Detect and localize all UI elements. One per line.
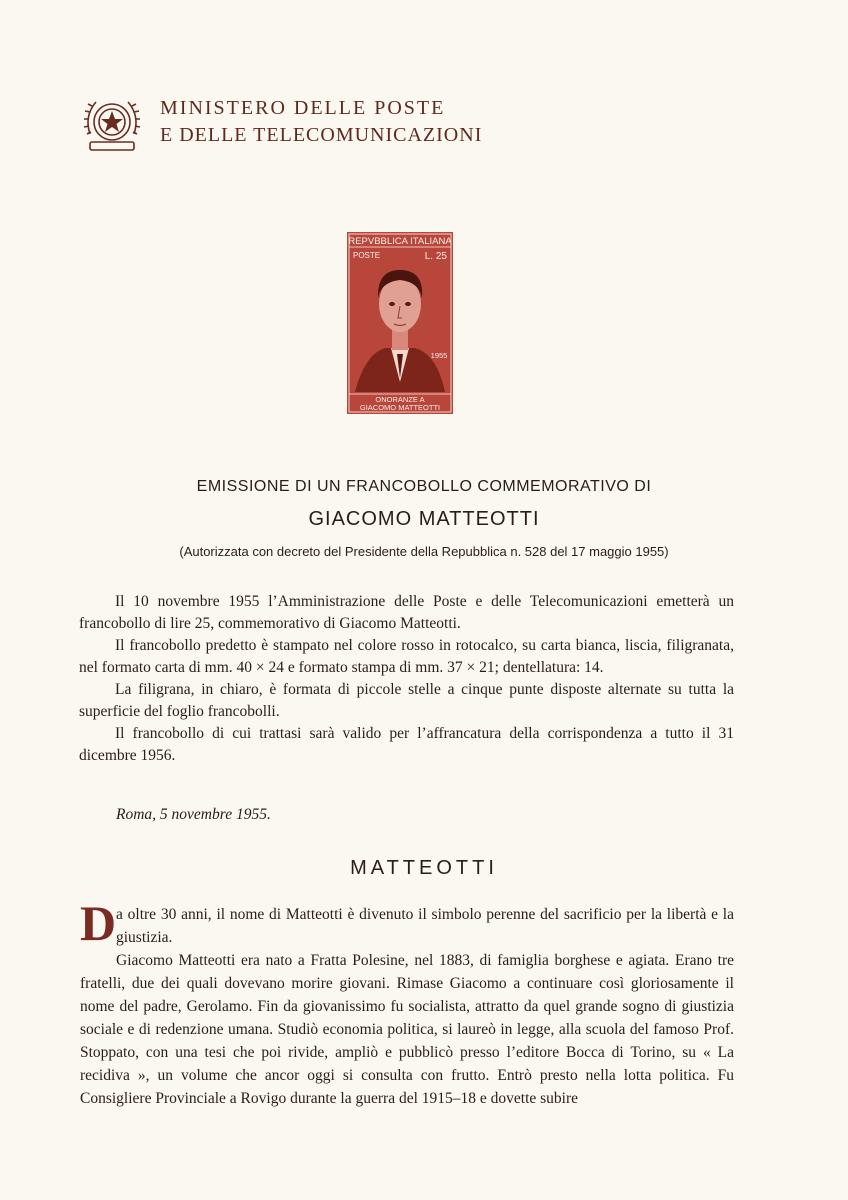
ministry-heading bbox=[160, 95, 482, 149]
stamp-caption-2: GIACOMO MATTEOTTI bbox=[359, 403, 441, 412]
ministry-line-1: MINISTERO DELLE POSTE bbox=[160, 97, 446, 119]
stamp-value: L. 25 bbox=[424, 251, 447, 262]
ministry-line-2: E DELLE TELECOMUNICAZIONI bbox=[160, 124, 483, 146]
biography-paragraph: a oltre 30 anni, il nome di Matteotti è divenuto il simbolo perenne del sacrificio per la libertà e la giustizia. bbox=[116, 906, 734, 946]
biography-title: MATTEOTTI bbox=[350, 857, 498, 879]
drop-cap: D bbox=[80, 895, 117, 951]
decree-note: (Autorizzata con decreto del Presidente della Repubblica n. 528 del 17 maggio 1955) bbox=[179, 544, 669, 559]
biography-body bbox=[80, 903, 734, 1110]
emission-title: EMISSIONE DI UN FRANCOBOLLO COMMEMORATIVO DI bbox=[196, 478, 652, 495]
announcement-paragraph: Il 10 novembre 1955 l’Amministrazione delle Poste e delle Telecomunicazioni emetterà un francobollo di lire 25, commemorativo di Giacomo Matteotti. bbox=[79, 593, 734, 632]
stamp-caption-1: ONORANZE A bbox=[375, 395, 425, 404]
announcement-paragraph: Il francobollo predetto è stampato nel colore rosso in rotocalco, su carta bianca, liscia, filigranata, nel formato carta di mm. 40 × 24 e formato stampa di mm. 37 × 21; dentellatura: 14. bbox=[79, 637, 734, 676]
announcement-paragraph: La filigrana, in chiaro, è formata di piccole stelle a cinque punte disposte alternate su tutta la superficie del foglio francobolli. bbox=[79, 681, 734, 720]
honoree-name: GIACOMO MATTEOTTI bbox=[308, 508, 540, 530]
italian-republic-emblem-icon bbox=[80, 94, 144, 156]
matteotti-stamp bbox=[347, 232, 453, 414]
announcement-paragraph: Il francobollo di cui trattasi sarà valido per l’affrancatura della corrispondenza a tutto il 31 dicembre 1956. bbox=[79, 725, 734, 764]
biography-paragraph: Giacomo Matteotti era nato a Fratta Polesine, nel 1883, di famiglia borghese e agiata. Erano tre fratelli, due dei quali dovevano morire giovani. Rimase Giacomo a continuare così gloriosamente il nome del padre, Gerolamo. Fin da giovanissimo fu socialista, attratto da quel grande sogno di giustizia sociale e di redenzione umana. Studiò economia politica, si laureò in legge, alla scuola del famoso Prof. Stoppato, con una tesi che poi rivide, ampliò e pubblicò presso l’editore Bocca di Torino, su « La recidiva », un volume che ancor oggi si consulta con frutto. Entrò presto nella lotta politica. Fu Consigliere Provinciale a Rovigo durante la guerra del 1915–18 e dovette subire bbox=[80, 952, 734, 1107]
stamp-poste: POSTE bbox=[353, 251, 381, 260]
stamp-year: 1955 bbox=[430, 351, 448, 360]
announcement-body bbox=[79, 591, 734, 767]
place-date: Roma, 5 novembre 1955. bbox=[116, 806, 271, 823]
stamp-country: REPVBBLICA ITALIANA bbox=[348, 236, 452, 247]
